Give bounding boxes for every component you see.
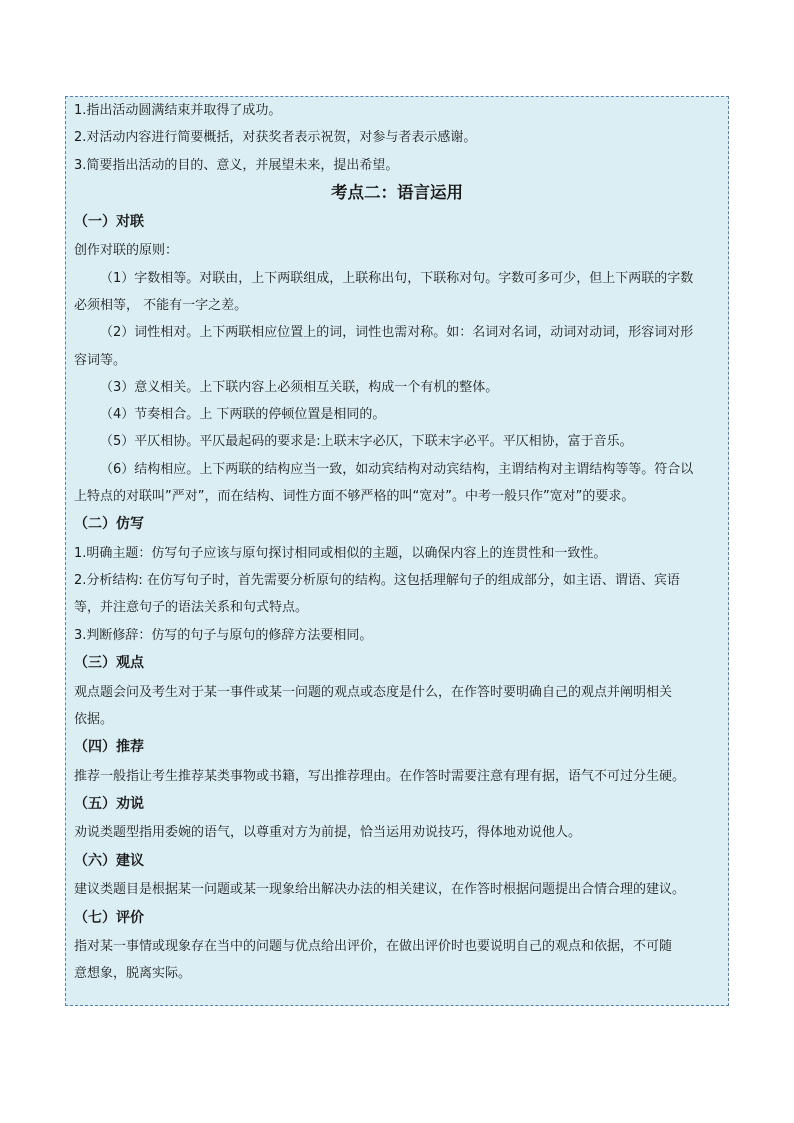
heading-evaluate: （七）评价 <box>74 909 144 926</box>
couplet-rule-cont: 容词等。 <box>74 352 127 368</box>
couplet-rule: （1）字数相等。对联由，上下两联组成，上联称出句，下联称对句。字数可多可少，但上下两联的字数 <box>100 270 694 286</box>
heading-persuade: （五）劝说 <box>74 795 144 812</box>
couplet-rule: （4）节奏相合。上 下两联的停顿位置是相同的。 <box>100 407 386 423</box>
heading-couplet: （一）对联 <box>74 213 144 230</box>
imitation-line: 2.分析结构: 在仿写句子时，首先需要分析原句的结构。这包括理解句子的组成部分，如主语、谓语、宾语 <box>74 573 680 589</box>
evaluate-line: 意想象，脱离实际。 <box>74 966 192 982</box>
intro-item: 1.指出活动圆满结束并取得了成功。 <box>74 103 282 118</box>
heading-suggest: （六）建议 <box>74 852 144 869</box>
heading-imitation: （二）仿写 <box>74 516 144 533</box>
couplet-rule: （2）词性相对。上下两联相应位置上的词，词性也需对称。如：名词对名词，动词对动词，形容词对形 <box>100 325 694 341</box>
evaluate-line: 指对某一事情或现象存在当中的问题与优点给出评价，在做出评价时也要说明自己的观点和依据，不可随 <box>74 939 673 955</box>
intro-item: 3.简要指出活动的目的、意义，并展望未来，提出希望。 <box>74 157 399 173</box>
heading-viewpoint: （三）观点 <box>74 655 144 672</box>
section-title: 考点二：语言运用 <box>331 182 463 202</box>
couplet-rule-cont: 上特点的对联叫”严对”，而在结构、词性方面不够严格的叫“宽对”。中考一般只作”宽对”的要求。 <box>74 489 635 505</box>
persuade-line: 劝说类题型指用委婉的语气，以尊重对方为前提，恰当运用劝说技巧，得体地劝说他人。 <box>74 825 582 841</box>
couplet-intro: 创作对联的原则： <box>74 243 179 259</box>
content-box <box>65 96 729 1006</box>
couplet-rule: （5）平仄相协。平仄最起码的要求是:上联末字必仄，下联末字必平。平仄相协，富于音乐。 <box>100 434 633 450</box>
suggest-line: 建议类题目是根据某一问题或某一现象给出解决办法的相关建议，在作答时根据问题提出合情合理的建议。 <box>74 882 686 898</box>
imitation-line: 3.判断修辞：仿写的句子与原句的修辞方法要相同。 <box>74 627 373 643</box>
viewpoint-line: 依据。 <box>74 711 114 727</box>
recommend-line: 推荐一般指让考生推荐某类事物或书籍，写出推荐理由。在作答时需要注意有理有据，语气不可过分生硬。 <box>74 768 686 784</box>
couplet-rule: （6）结构相应。上下两联的结构应当一致，如动宾结构对动宾结构，主谓结构对主谓结构等等。符合以 <box>100 461 694 477</box>
couplet-rule-cont: 必须相等， 不能有一字之差。 <box>74 297 248 313</box>
imitation-line: 1.明确主题：仿写句子应该与原句探讨相同或相似的主题，以确保内容上的连贯性和一致性。 <box>74 545 607 561</box>
viewpoint-line: 观点题会问及考生对于某一事件或某一问题的观点或态度是什么，在作答时要明确自己的观点并阐明相关 <box>74 684 673 700</box>
heading-recommend: （四）推荐 <box>74 739 144 756</box>
couplet-rule: （3）意义相关。上下联内容上必须相互关联，构成一个有机的整体。 <box>100 379 499 395</box>
intro-item: 2.对活动内容进行简要概括，对获奖者表示祝贺，对参与者表示感谢。 <box>74 130 477 146</box>
imitation-line: 等，并注意句子的语法关系和句式特点。 <box>74 600 309 616</box>
